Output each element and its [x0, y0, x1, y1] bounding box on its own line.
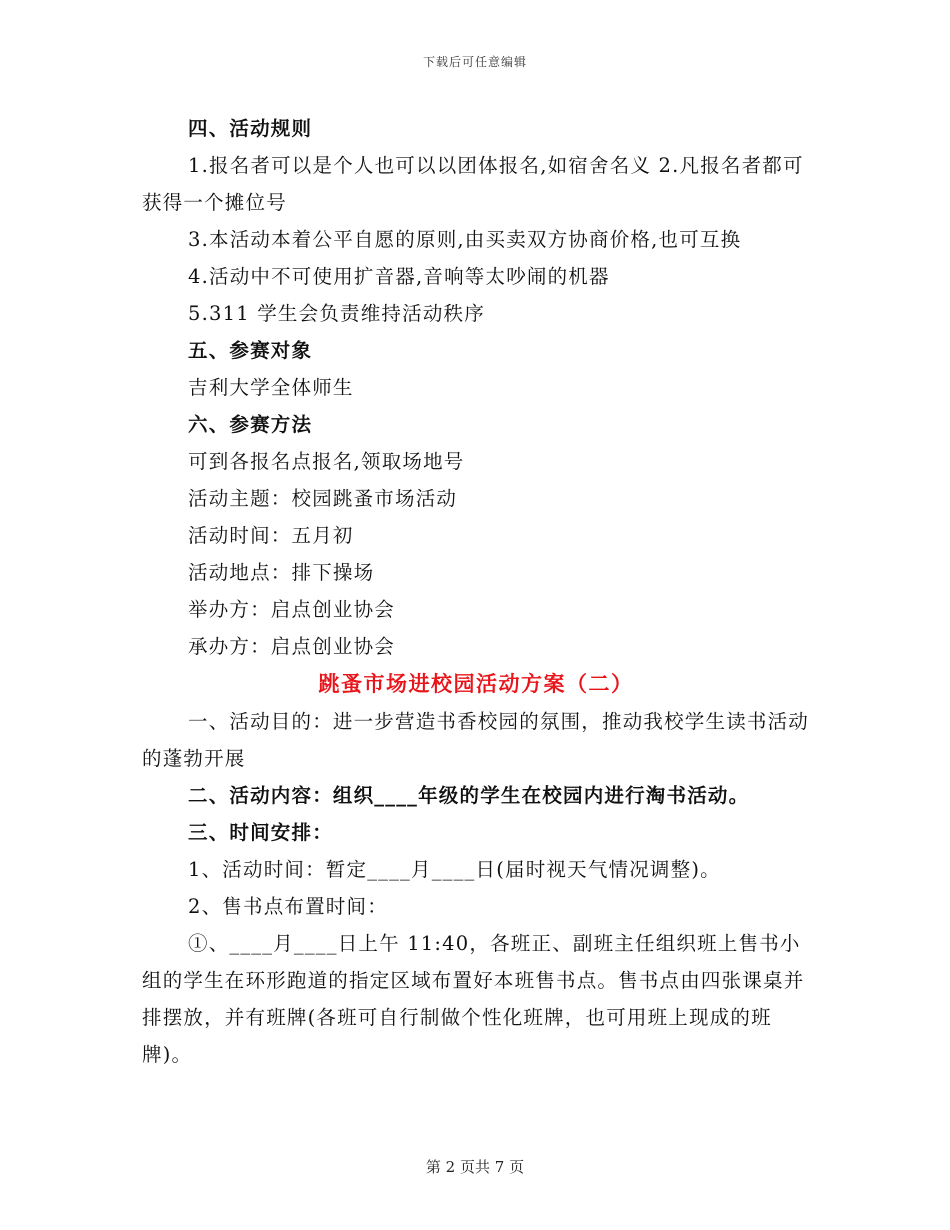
activity-theme: 活动主题：校园跳蚤市场活动	[188, 487, 458, 510]
plan-2-schedule-heading: 三、时间安排：	[188, 821, 333, 844]
rule-4: 4.活动中不可使用扩音器,音响等太吵闹的机器	[188, 265, 610, 288]
host: 举办方：启点创业协会	[188, 598, 396, 621]
page-header: 下载后可任意编辑	[422, 55, 527, 69]
method-text: 可到各报名点报名,领取场地号	[188, 450, 465, 473]
plan-2-purpose: 一、活动目的：进一步营造书香校园的氛围，推动我校学生读书活动的蓬勃开展	[142, 710, 810, 770]
rule-3: 3.本活动本着公平自愿的原则,由买卖双方协商价格,也可互换	[188, 228, 742, 251]
schedule-item-circle-1: ①、____月____日上午 11:40，各班正、副班主任组织班上售书小组的学生在环形跑道的指定区域布置好本班售书点。售书点由四张课桌并排摆放，并有班牌(各班可自行制做个性化班牌，也可用班上现成的班牌)。	[142, 932, 805, 1066]
activity-place: 活动地点：排下操场	[188, 561, 375, 584]
participants-text: 吉利大学全体师生	[188, 376, 354, 399]
activity-time: 活动时间：五月初	[188, 524, 354, 547]
rule-5: 5.311 学生会负责维持活动秩序	[188, 302, 485, 325]
plan-2-content: 二、活动内容：组织____年级的学生在校园内进行淘书活动。	[188, 784, 750, 807]
section-heading-participants: 五、参赛对象	[188, 339, 313, 362]
section-heading-method: 六、参赛方法	[188, 413, 313, 436]
schedule-item-2: 2、售书点布置时间：	[188, 895, 388, 918]
section-heading-rules: 四、活动规则	[188, 117, 313, 140]
schedule-item-1: 1、活动时间：暂定____月____日(届时视天气情况调整)。	[188, 858, 721, 881]
plan-2-title: 跳蚤市场进校园活动方案（二）	[318, 671, 634, 696]
page-footer: 第 2 页共 7 页	[425, 1158, 525, 1176]
rule-1-2: 1.报名者可以是个人也可以以团体报名,如宿舍名义 2.凡报名者都可获得一个摊位号	[142, 154, 804, 214]
document-body	[142, 110, 810, 1073]
organizer: 承办方：启点创业协会	[188, 635, 396, 658]
